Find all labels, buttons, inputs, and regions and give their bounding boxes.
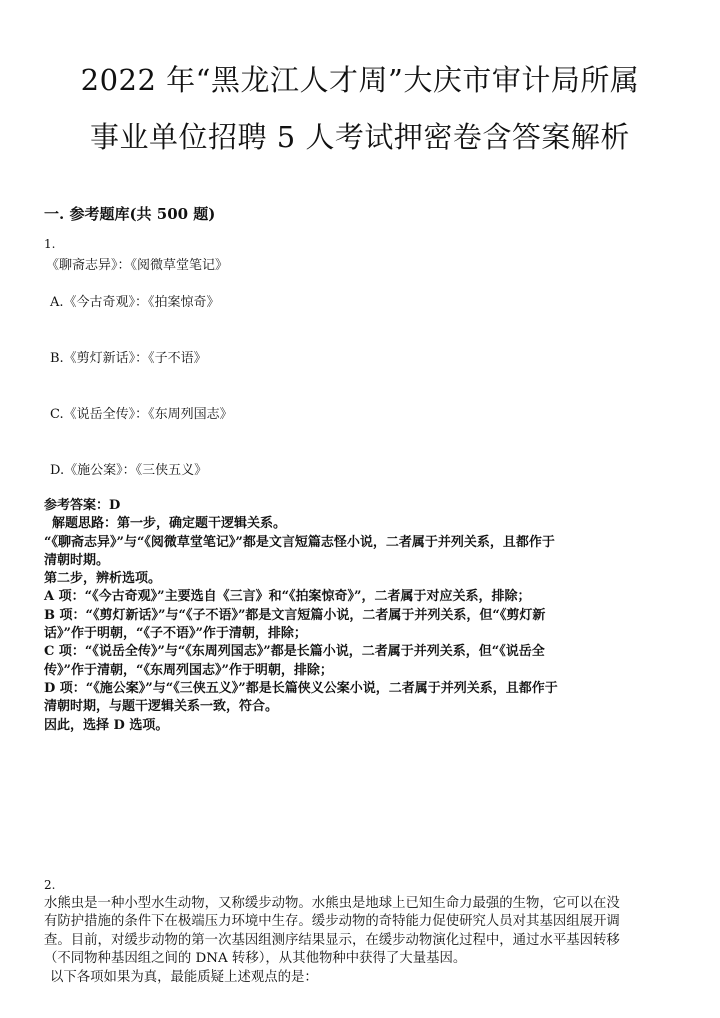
question-1-number: 1. — [44, 237, 56, 251]
question-2-text-line: 有防护措施的条件下在极端压力环境中生存。缓步动物的奇特能力促使研究人员对其基因组展开调 — [44, 914, 620, 930]
explanation-line: A 项：“《今古奇观》”主要选自《三言》和“《拍案惊奇》”，二者属于对应关系，排除； — [44, 589, 531, 605]
explanation-line: 解题思路：第一步，确定题干逻辑关系。 — [52, 516, 287, 532]
explanation-line: C 项：“《说岳全传》”与“《东周列国志》”都是长篇小说，二者属于并列关系，但“《说岳全 — [44, 644, 545, 660]
document-title-line-1: 2022 年“黑龙江人才周”大庆市审计局所属 — [80, 63, 640, 97]
question-2-block — [44, 876, 674, 988]
question-2-number: 2. — [44, 878, 56, 892]
explanation-line: 话》”作于明朝，“《子不语》”作于清朝，排除； — [44, 626, 307, 642]
question-2-text-line: 水熊虫是一种小型水生动物，又称缓步动物。水熊虫是地球上已知生命力最强的生物，它可以在没 — [44, 895, 620, 911]
question-1-option-b: B.《剪灯新话》：《子不语》 — [50, 351, 207, 366]
explanation-line: D 项：“《施公案》”与“《三侠五义》”都是长篇侠义公案小说，二者属于并列关系，且都作于 — [44, 680, 558, 696]
question-1-answer-block — [44, 497, 674, 735]
document-title-line-2: 事业单位招聘 5 人考试押密卷含答案解析 — [90, 120, 630, 154]
question-1-option-a: A.《今古奇观》：《拍案惊奇》 — [50, 295, 220, 310]
explanation-line: 清朝时期。 — [44, 552, 110, 568]
explanation-line: 第二步，辨析选项。 — [44, 571, 162, 587]
question-1-option-d: D.《施公案》：《三侠五义》 — [50, 463, 208, 478]
explanation-line: 清朝时期，与题干逻辑关系一致，符合。 — [44, 699, 279, 715]
explanation-line: “《聊斋志异》”与“《阅微草堂笔记》”都是文言短篇志怪小说，二者属于并列关系，且都作于 — [44, 534, 555, 550]
question-2-text-line: （不同物种基因组之间的 DNA 转移），从其他物种中获得了大量基因。 — [44, 951, 467, 967]
question-2-text-line: 查。目前，对缓步动物的第一次基因组测序结果显示，在缓步动物演化过程中，通过水平基因转移 — [44, 932, 620, 948]
explanation-line: 传》”作于清朝，“《东周列国志》”作于明朝，排除； — [44, 662, 333, 678]
section-heading: 一. 参考题库(共 500 题) — [44, 205, 216, 223]
explanation-line: 因此，选择 D 选项。 — [44, 717, 169, 733]
question-1-option-c: C.《说岳全传》：《东周列国志》 — [50, 407, 233, 422]
question-1-stem: 《聊斋志异》：《阅微草堂笔记》 — [46, 258, 229, 273]
question-1-answer: 参考答案：D — [44, 498, 121, 513]
question-2-prompt: 以下各项如果为真，最能质疑上述观点的是： — [50, 969, 318, 985]
explanation-line: B 项：“《剪灯新话》”与“《子不语》”都是文言短篇小说，二者属于并列关系，但“《剪灯新 — [44, 607, 546, 623]
